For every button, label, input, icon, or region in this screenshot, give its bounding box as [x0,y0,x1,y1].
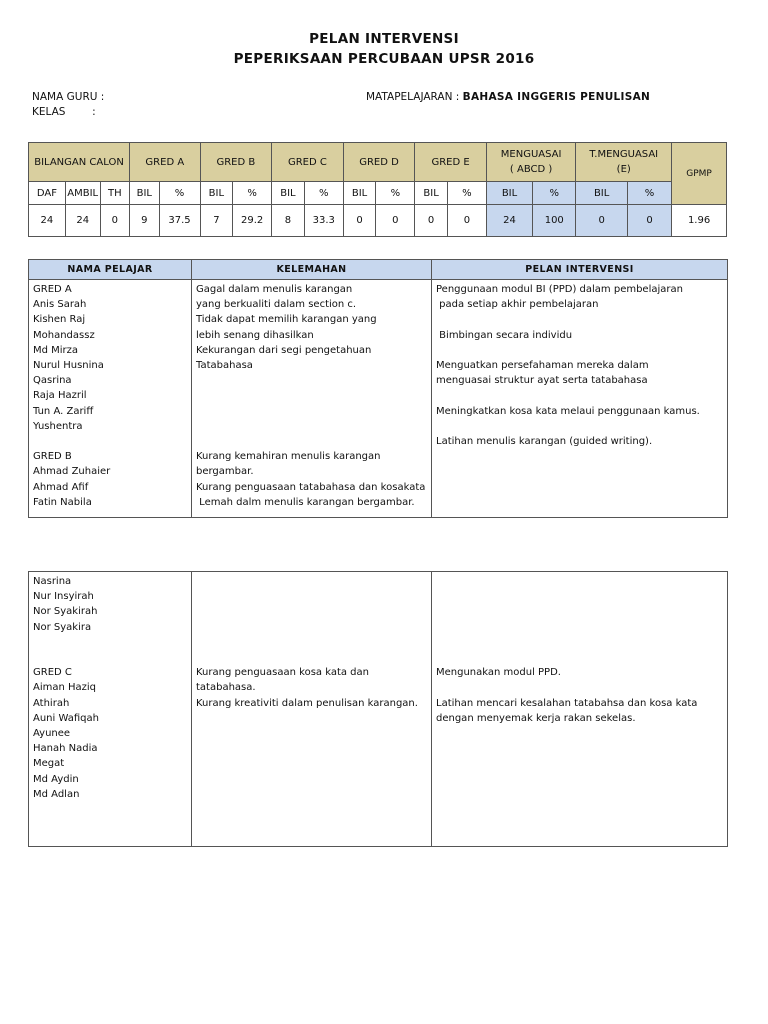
text-line: Ahmad Zuhaier [33,466,111,478]
header-kelemahan: KELEMAHAN [192,260,432,280]
text-line [436,343,723,358]
text-line [196,620,427,635]
text-line: Auni Wafiqah [33,712,99,724]
text-line [196,635,427,650]
text-line: dengan menyemak kerja rakan sekelas. [436,712,636,724]
text-line: Raja Hazril [33,390,87,402]
text-line [436,388,723,403]
value-cell: 24 [65,205,100,237]
text-line [196,404,427,419]
value-cell: 33.3 [304,205,343,237]
text-line [436,635,723,650]
value-cell: 8 [272,205,305,237]
text-line: Meningkatkan kosa kata melaui penggunaan kamus. [436,405,700,417]
text-line: Kurang penguasaan kosa kata dan [196,667,369,679]
value-cell: 24 [486,205,532,237]
header-gred-b: GRED B [200,143,272,182]
document-subtitle: PEPERIKSAAN PERCUBAAN UPSR 2016 [233,51,535,67]
intervention-plan-cell [432,572,728,847]
text-line: Nor Syakira [33,621,92,633]
text-line [196,373,427,388]
subheader-cell: % [533,182,576,205]
header-gred-a: GRED A [130,143,201,182]
text-line: GRED C [33,667,72,679]
text-line: Ahmad Afif [33,481,89,493]
subheader-cell: BIL [415,182,448,205]
text-line: Athirah [33,697,70,709]
text-line [196,388,427,403]
kelas-label: KELAS : [32,106,96,118]
value-cell: 0 [376,205,415,237]
value-cell: 0 [415,205,448,237]
text-line [196,604,427,619]
text-line: pada setiap akhir pembelajaran [436,299,599,311]
text-line: Lemah dalm menulis karangan bergambar. [196,496,415,508]
value-cell: 0 [576,205,628,237]
subheader-cell: % [447,182,486,205]
text-line: Latihan mencari kesalahan tatabahsa dan kosa kata [436,697,698,709]
header-menguasai: MENGUASAI ( ABCD ) [486,143,575,182]
subheader-cell: % [627,182,671,205]
header-gred-c: GRED C [272,143,344,182]
text-line [436,650,723,665]
subheader-cell: BIL [272,182,305,205]
weaknesses-cell [192,572,432,847]
value-cell: 0 [343,205,376,237]
subheader-cell: BIL [486,182,532,205]
matapelajaran-field [366,91,650,103]
text-line: Aiman Haziq [33,682,97,694]
text-line [436,574,723,589]
subheader-cell: % [304,182,343,205]
text-line [436,312,723,327]
text-line: yang berkualiti dalam section c. [196,299,357,311]
text-line: Mohandassz [33,329,95,341]
text-line: Gagal dalam menulis karangan [196,284,353,295]
text-line: Md Aydin [33,773,79,785]
value-cell: 9 [130,205,159,237]
value-cell: 7 [200,205,233,237]
header-nama-pelajar: NAMA PELAJAR [29,260,192,280]
text-line [436,620,723,635]
text-line: Tatabahasa [196,360,253,372]
document-title: PELAN INTERVENSI [309,31,459,47]
text-line: Tun A. Zariff [33,405,94,417]
text-line: Md Adlan [33,788,80,800]
text-line [436,604,723,619]
text-line: Yushentra [33,420,83,432]
subheader-cell: AMBIL [65,182,100,205]
text-line: Latihan menulis karangan (guided writing). [436,435,653,447]
text-line: Anis Sarah [33,299,87,311]
value-cell: 0 [447,205,486,237]
header-gred-e: GRED E [415,143,487,182]
header-t-menguasai: T.MENGUASAI (E) [576,143,672,182]
gpmp-value: 1.96 [672,205,727,237]
matapelajaran-value: BAHASA INGGERIS PENULISAN [462,91,651,103]
subheader-cell: BIL [130,182,159,205]
text-line: Kurang kemahiran menulis karangan [196,451,381,463]
subheader-cell: BIL [343,182,376,205]
text-line: Nor Syakirah [33,606,98,618]
text-line: Md Mirza [33,344,79,356]
subheader-cell: TH [100,182,129,205]
results-summary-table [28,142,727,237]
student-names-cell [29,572,192,847]
text-line [436,419,723,434]
text-line [196,419,427,434]
subheader-cell: % [233,182,272,205]
text-line: Bimbingan secara individu [436,329,573,341]
text-line [33,434,187,449]
text-line: bergambar. [196,466,254,478]
value-cell: 37.5 [159,205,200,237]
matapelajaran-label: MATAPELAJARAN : [366,91,460,103]
text-line: Nur Insyirah [33,591,94,603]
text-line: Mengunakan modul PPD. [436,667,561,679]
value-cell: 0 [100,205,129,237]
value-cell: 100 [533,205,576,237]
text-line: Qasrina [33,375,72,387]
text-line: Kishen Raj [33,314,86,326]
intervention-table-part-2 [28,571,728,847]
text-line: Ayunee [33,728,71,739]
text-line [436,680,723,695]
text-line: tatabahasa. [196,682,256,694]
text-line: Penggunaan modul BI (PPD) dalam pembelajaran [436,284,683,295]
text-line: menguasai struktur ayat serta tatabahasa [436,375,648,387]
header-pelan-intervensi: PELAN INTERVENSI [432,260,728,280]
text-line: Hanah Nadia [33,743,98,755]
text-line [196,434,427,449]
text-line [33,650,187,665]
subheader-cell: BIL [576,182,628,205]
text-line: Tidak dapat memilih karangan yang [196,314,377,326]
nama-guru-label: NAMA GURU : [32,91,105,103]
text-line: Menguatkan persefahaman mereka dalam [436,359,649,371]
text-line [33,635,187,650]
subheader-cell: BIL [200,182,233,205]
text-line: Fatin Nabila [33,496,92,508]
text-line: Kurang kreativiti dalam penulisan karangan. [196,697,418,709]
text-line: Nurul Husnina [33,360,104,372]
text-line [196,650,427,665]
intervention-plan-cell [432,280,728,518]
text-line: GRED B [33,451,72,463]
text-line [196,574,427,589]
header-bilangan-calon: BILANGAN CALON [29,143,130,182]
intervention-table-part-1 [28,259,728,518]
header-gpmp: GPMP [672,143,727,205]
text-line: Nasrina [33,576,72,587]
text-line: Megat [33,758,65,770]
text-line: Kekurangan dari segi pengetahuan [196,344,372,356]
header-gred-d: GRED D [343,143,415,182]
student-names-cell [29,280,192,518]
value-cell: 0 [627,205,671,237]
weaknesses-cell [192,280,432,518]
text-line: Kurang penguasaan tatabahasa dan kosakata [196,481,426,493]
text-line [436,589,723,604]
value-cell: 24 [29,205,66,237]
subheader-cell: DAF [29,182,66,205]
subheader-cell: % [376,182,415,205]
value-cell: 29.2 [233,205,272,237]
text-line: lebih senang dihasilkan [196,329,314,341]
text-line: GRED A [33,284,72,295]
subheader-cell: % [159,182,200,205]
text-line [196,589,427,604]
